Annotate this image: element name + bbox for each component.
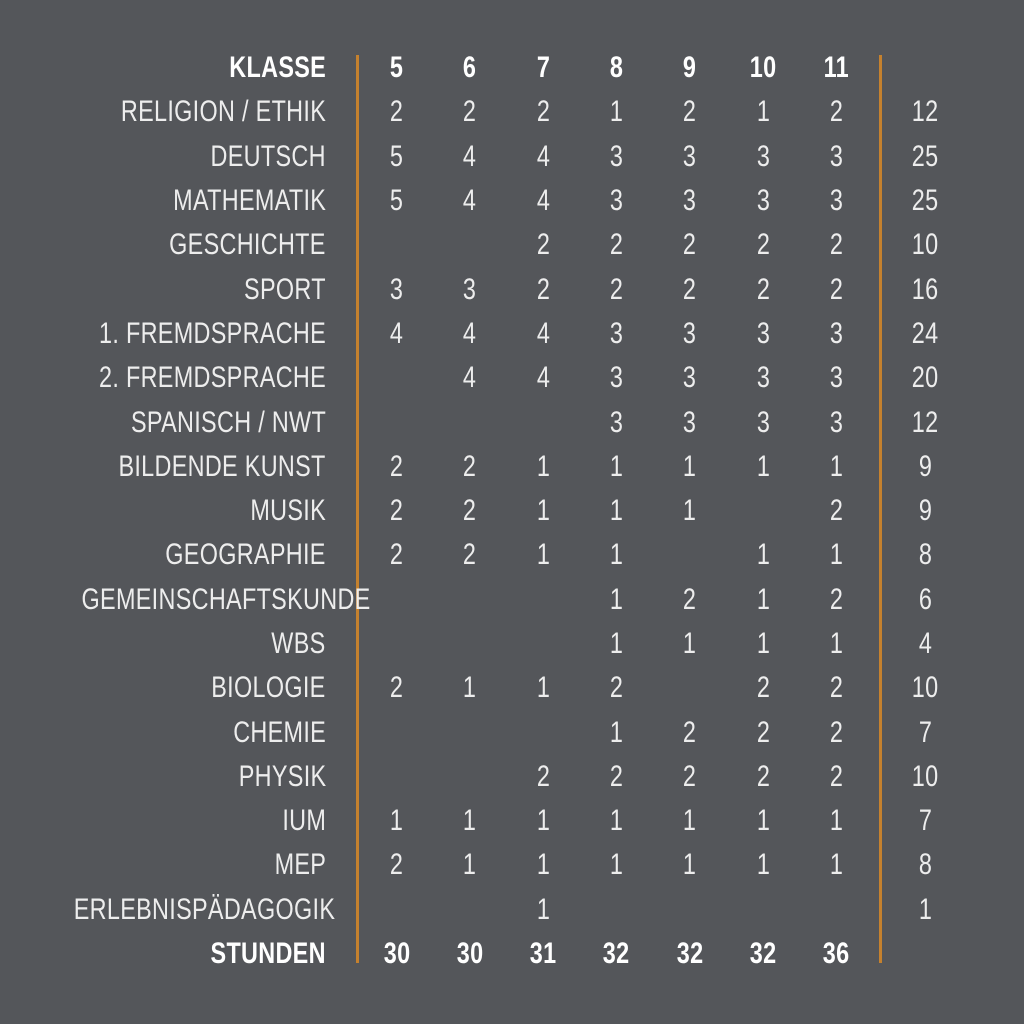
hours-cell: 3 bbox=[829, 361, 844, 395]
row-label: BILDENDE KUNST bbox=[118, 449, 326, 483]
hours-cell: 1 bbox=[756, 848, 770, 882]
hours-cell bbox=[360, 895, 433, 925]
table-row-subject-1 bbox=[0, 135, 1024, 179]
hours-cell bbox=[653, 673, 726, 703]
table-row-subject-9 bbox=[0, 489, 1024, 533]
total-cell: 10 bbox=[911, 759, 939, 793]
hours-cell: 1 bbox=[756, 449, 770, 483]
hours-cell: 1 bbox=[683, 449, 697, 483]
hours-cell bbox=[726, 496, 799, 526]
hours-cell: 3 bbox=[756, 139, 770, 173]
table-row-subject-5 bbox=[0, 312, 1024, 356]
hours-cell: 2 bbox=[389, 95, 404, 129]
row-label: IUM bbox=[282, 804, 326, 838]
hours-cell bbox=[653, 540, 726, 570]
total-cell: 10 bbox=[911, 671, 939, 705]
row-label: GESCHICHTE bbox=[169, 228, 326, 262]
hours-cell: 3 bbox=[609, 184, 624, 218]
hours-cell: 1 bbox=[609, 804, 624, 838]
column-header-cell: 30 bbox=[383, 937, 410, 971]
hours-cell: 2 bbox=[829, 228, 844, 262]
hours-cell: 3 bbox=[609, 361, 624, 395]
row-label: CHEMIE bbox=[233, 715, 326, 749]
hours-cell: 1 bbox=[756, 804, 770, 838]
hours-cell: 1 bbox=[683, 627, 697, 660]
row-label: MUSIK bbox=[250, 494, 326, 528]
hours-cell: 1 bbox=[829, 627, 844, 660]
hours-cell: 2 bbox=[389, 538, 404, 572]
row-label: ERLEBNISPÄDAGOGIK bbox=[73, 892, 336, 926]
hours-cell: 3 bbox=[756, 316, 770, 350]
table-row-subject-15 bbox=[0, 755, 1024, 799]
hours-cell: 3 bbox=[829, 316, 844, 350]
hours-cell: 1 bbox=[536, 538, 550, 572]
hours-cell: 2 bbox=[683, 582, 697, 616]
hours-cell bbox=[360, 585, 433, 615]
hours-cell: 1 bbox=[536, 671, 550, 705]
column-header-cell: 30 bbox=[456, 937, 484, 971]
hours-cell: 2 bbox=[609, 671, 624, 705]
hours-cell: 3 bbox=[389, 272, 404, 306]
hours-cell: 2 bbox=[463, 449, 477, 483]
hours-cell: 4 bbox=[536, 139, 550, 173]
table-row-subject-8 bbox=[0, 445, 1024, 489]
hours-cell: 1 bbox=[683, 848, 697, 882]
hours-cell: 2 bbox=[829, 715, 844, 749]
total-cell: 12 bbox=[911, 95, 939, 129]
column-header-cell: 10 bbox=[749, 51, 777, 85]
hours-cell: 3 bbox=[463, 272, 477, 306]
hours-cell: 2 bbox=[389, 848, 404, 882]
hours-cell: 1 bbox=[829, 449, 844, 483]
hours-cell: 1 bbox=[756, 627, 770, 660]
table-row-header bbox=[0, 46, 1024, 90]
table-body bbox=[0, 46, 1024, 976]
hours-cell: 2 bbox=[536, 759, 550, 793]
hours-cell: 2 bbox=[829, 759, 844, 793]
hours-cell: 2 bbox=[829, 95, 844, 129]
table-row-subject-3 bbox=[0, 223, 1024, 267]
total-cell: 6 bbox=[918, 582, 932, 616]
column-header-cell: 6 bbox=[463, 51, 477, 85]
hours-cell: 1 bbox=[609, 715, 624, 749]
hours-cell: 1 bbox=[756, 95, 770, 129]
hours-cell: 2 bbox=[389, 449, 404, 483]
total-cell: 9 bbox=[918, 494, 932, 528]
hours-cell bbox=[726, 895, 799, 925]
hours-cell: 2 bbox=[536, 95, 550, 129]
column-header-cell: 32 bbox=[676, 937, 704, 971]
hours-cell bbox=[433, 895, 506, 925]
total-cell: 24 bbox=[911, 316, 939, 350]
hours-cell bbox=[360, 230, 433, 260]
row-label: MATHEMATIK bbox=[172, 184, 326, 218]
hours-cell bbox=[433, 718, 506, 748]
hours-cell: 3 bbox=[683, 361, 697, 395]
hours-cell: 1 bbox=[536, 494, 550, 528]
hours-cell: 2 bbox=[389, 494, 404, 528]
total-cell: 7 bbox=[918, 804, 932, 838]
hours-cell bbox=[580, 895, 653, 925]
total-cell: 1 bbox=[918, 892, 932, 926]
hours-cell: 2 bbox=[683, 272, 697, 306]
hours-cell: 3 bbox=[756, 361, 770, 395]
table-row-footer bbox=[0, 932, 1024, 976]
column-header-cell: 8 bbox=[609, 51, 624, 85]
hours-cell: 2 bbox=[389, 671, 404, 705]
hours-cell: 4 bbox=[463, 316, 477, 350]
table-row-subject-14 bbox=[0, 710, 1024, 754]
hours-cell: 2 bbox=[756, 715, 770, 749]
hours-cell bbox=[360, 762, 433, 792]
hours-cell: 1 bbox=[756, 538, 770, 572]
column-header-cell: 32 bbox=[603, 937, 630, 971]
hours-cell: 2 bbox=[609, 759, 624, 793]
row-label: PHYSIK bbox=[238, 759, 326, 793]
table-row-subject-17 bbox=[0, 843, 1024, 887]
hours-cell: 3 bbox=[683, 184, 697, 218]
hours-cell bbox=[433, 230, 506, 260]
hours-cell: 4 bbox=[536, 361, 550, 395]
hours-cell: 2 bbox=[609, 228, 624, 262]
row-label: GEMEINSCHAFTSKUNDE bbox=[81, 582, 371, 616]
hours-cell: 1 bbox=[463, 804, 477, 838]
row-label: DEUTSCH bbox=[210, 139, 326, 173]
hours-cell: 5 bbox=[389, 139, 404, 173]
hours-cell: 2 bbox=[683, 715, 697, 749]
hours-cell: 2 bbox=[829, 272, 844, 306]
hours-cell bbox=[653, 895, 726, 925]
hours-cell: 2 bbox=[536, 228, 550, 262]
table-row-subject-4 bbox=[0, 267, 1024, 311]
hours-cell: 5 bbox=[389, 184, 404, 218]
hours-cell: 2 bbox=[756, 759, 770, 793]
hours-cell: 4 bbox=[536, 316, 550, 350]
hours-cell: 1 bbox=[609, 95, 624, 129]
table-row-subject-6 bbox=[0, 356, 1024, 400]
hours-cell: 1 bbox=[609, 538, 624, 572]
total-cell: 12 bbox=[911, 405, 939, 439]
hours-cell: 3 bbox=[829, 405, 844, 439]
hours-cell: 1 bbox=[683, 494, 697, 528]
hours-cell: 4 bbox=[389, 316, 404, 350]
hours-cell: 1 bbox=[536, 804, 550, 838]
hours-cell: 4 bbox=[463, 184, 477, 218]
hours-cell bbox=[433, 762, 506, 792]
hours-cell: 1 bbox=[463, 848, 477, 882]
total-cell: 8 bbox=[918, 848, 932, 882]
total-cell: 4 bbox=[918, 627, 932, 660]
header-label: STUNDEN bbox=[210, 937, 326, 971]
row-label: 1. FREMDSPRACHE bbox=[98, 316, 326, 350]
hours-cell: 2 bbox=[683, 228, 697, 262]
table-row-subject-16 bbox=[0, 799, 1024, 843]
total-cell: 9 bbox=[918, 449, 932, 483]
hours-cell: 3 bbox=[829, 184, 844, 218]
hours-cell: 3 bbox=[609, 139, 624, 173]
hours-cell bbox=[507, 629, 580, 659]
table-row-subject-0 bbox=[0, 90, 1024, 134]
hours-cell: 2 bbox=[536, 272, 550, 306]
hours-cell bbox=[433, 585, 506, 615]
header-label: KLASSE bbox=[229, 51, 326, 85]
hours-cell: 4 bbox=[536, 184, 550, 218]
hours-cell: 3 bbox=[683, 316, 697, 350]
hours-cell: 1 bbox=[829, 538, 844, 572]
hours-cell bbox=[507, 585, 580, 615]
table-row-subject-18 bbox=[0, 888, 1024, 932]
total-cell: 7 bbox=[918, 715, 932, 749]
hours-cell bbox=[507, 408, 580, 438]
hours-cell: 2 bbox=[829, 671, 844, 705]
row-label: SPANISCH / NWT bbox=[130, 405, 326, 439]
total-cell bbox=[873, 53, 977, 83]
hours-cell: 2 bbox=[463, 538, 477, 572]
column-header-cell: 31 bbox=[529, 937, 557, 971]
hours-cell: 3 bbox=[683, 139, 697, 173]
hours-cell: 4 bbox=[463, 139, 477, 173]
column-header-cell: 32 bbox=[749, 937, 777, 971]
hours-cell: 1 bbox=[609, 627, 624, 660]
hours-cell: 3 bbox=[756, 184, 770, 218]
column-header-cell: 11 bbox=[823, 51, 850, 85]
hours-cell: 1 bbox=[756, 582, 770, 616]
hours-cell: 1 bbox=[536, 848, 550, 882]
hours-cell: 3 bbox=[609, 316, 624, 350]
hours-cell bbox=[360, 363, 433, 393]
hours-cell: 1 bbox=[609, 494, 624, 528]
row-label: BIOLOGIE bbox=[211, 671, 326, 705]
hours-cell: 4 bbox=[463, 361, 477, 395]
hours-cell: 2 bbox=[756, 228, 770, 262]
hours-cell: 2 bbox=[756, 671, 770, 705]
hours-cell: 3 bbox=[829, 139, 844, 173]
total-cell: 8 bbox=[918, 538, 932, 572]
hours-cell: 3 bbox=[609, 405, 624, 439]
hours-cell: 1 bbox=[829, 848, 844, 882]
hours-cell: 1 bbox=[609, 449, 624, 483]
table-row-subject-7 bbox=[0, 400, 1024, 444]
hours-cell: 2 bbox=[829, 494, 844, 528]
column-header-cell: 5 bbox=[389, 51, 404, 85]
total-cell: 25 bbox=[911, 139, 939, 173]
total-cell: 25 bbox=[911, 184, 939, 218]
table-row-subject-11 bbox=[0, 578, 1024, 622]
row-label: WBS bbox=[271, 627, 326, 660]
hours-cell: 1 bbox=[683, 804, 697, 838]
hours-cell: 2 bbox=[683, 95, 697, 129]
column-header-cell: 9 bbox=[683, 51, 697, 85]
hours-cell: 2 bbox=[463, 95, 477, 129]
column-header-cell: 36 bbox=[823, 937, 850, 971]
hours-cell bbox=[433, 629, 506, 659]
hours-cell bbox=[360, 629, 433, 659]
hours-cell: 1 bbox=[609, 848, 624, 882]
table-row-subject-12 bbox=[0, 622, 1024, 666]
row-label: GEOGRAPHIE bbox=[165, 538, 326, 572]
hours-cell bbox=[507, 718, 580, 748]
total-cell: 16 bbox=[911, 272, 939, 306]
hours-cell: 2 bbox=[756, 272, 770, 306]
total-cell: 20 bbox=[911, 361, 939, 395]
total-cell: 10 bbox=[911, 228, 939, 262]
row-label: MEP bbox=[274, 848, 326, 882]
hours-cell: 2 bbox=[829, 582, 844, 616]
table-row-subject-10 bbox=[0, 533, 1024, 577]
hours-cell: 1 bbox=[536, 449, 550, 483]
row-label: RELIGION / ETHIK bbox=[120, 95, 326, 129]
hours-cell: 3 bbox=[683, 405, 697, 439]
table-row-subject-13 bbox=[0, 666, 1024, 710]
hours-cell: 3 bbox=[756, 405, 770, 439]
hours-cell: 2 bbox=[463, 494, 477, 528]
hours-cell bbox=[433, 408, 506, 438]
hours-cell bbox=[800, 895, 873, 925]
hours-cell: 1 bbox=[829, 804, 844, 838]
row-label: 2. FREMDSPRACHE bbox=[98, 361, 326, 395]
hours-cell: 1 bbox=[389, 804, 404, 838]
hours-cell: 1 bbox=[536, 892, 550, 926]
table-row-subject-2 bbox=[0, 179, 1024, 223]
hours-cell bbox=[360, 408, 433, 438]
column-header-cell: 7 bbox=[536, 51, 550, 85]
hours-cell bbox=[360, 718, 433, 748]
total-cell bbox=[873, 939, 977, 969]
hours-cell: 2 bbox=[609, 272, 624, 306]
row-label: SPORT bbox=[244, 272, 326, 306]
hours-cell: 1 bbox=[463, 671, 477, 705]
hours-cell: 2 bbox=[683, 759, 697, 793]
hours-cell: 1 bbox=[609, 582, 624, 616]
